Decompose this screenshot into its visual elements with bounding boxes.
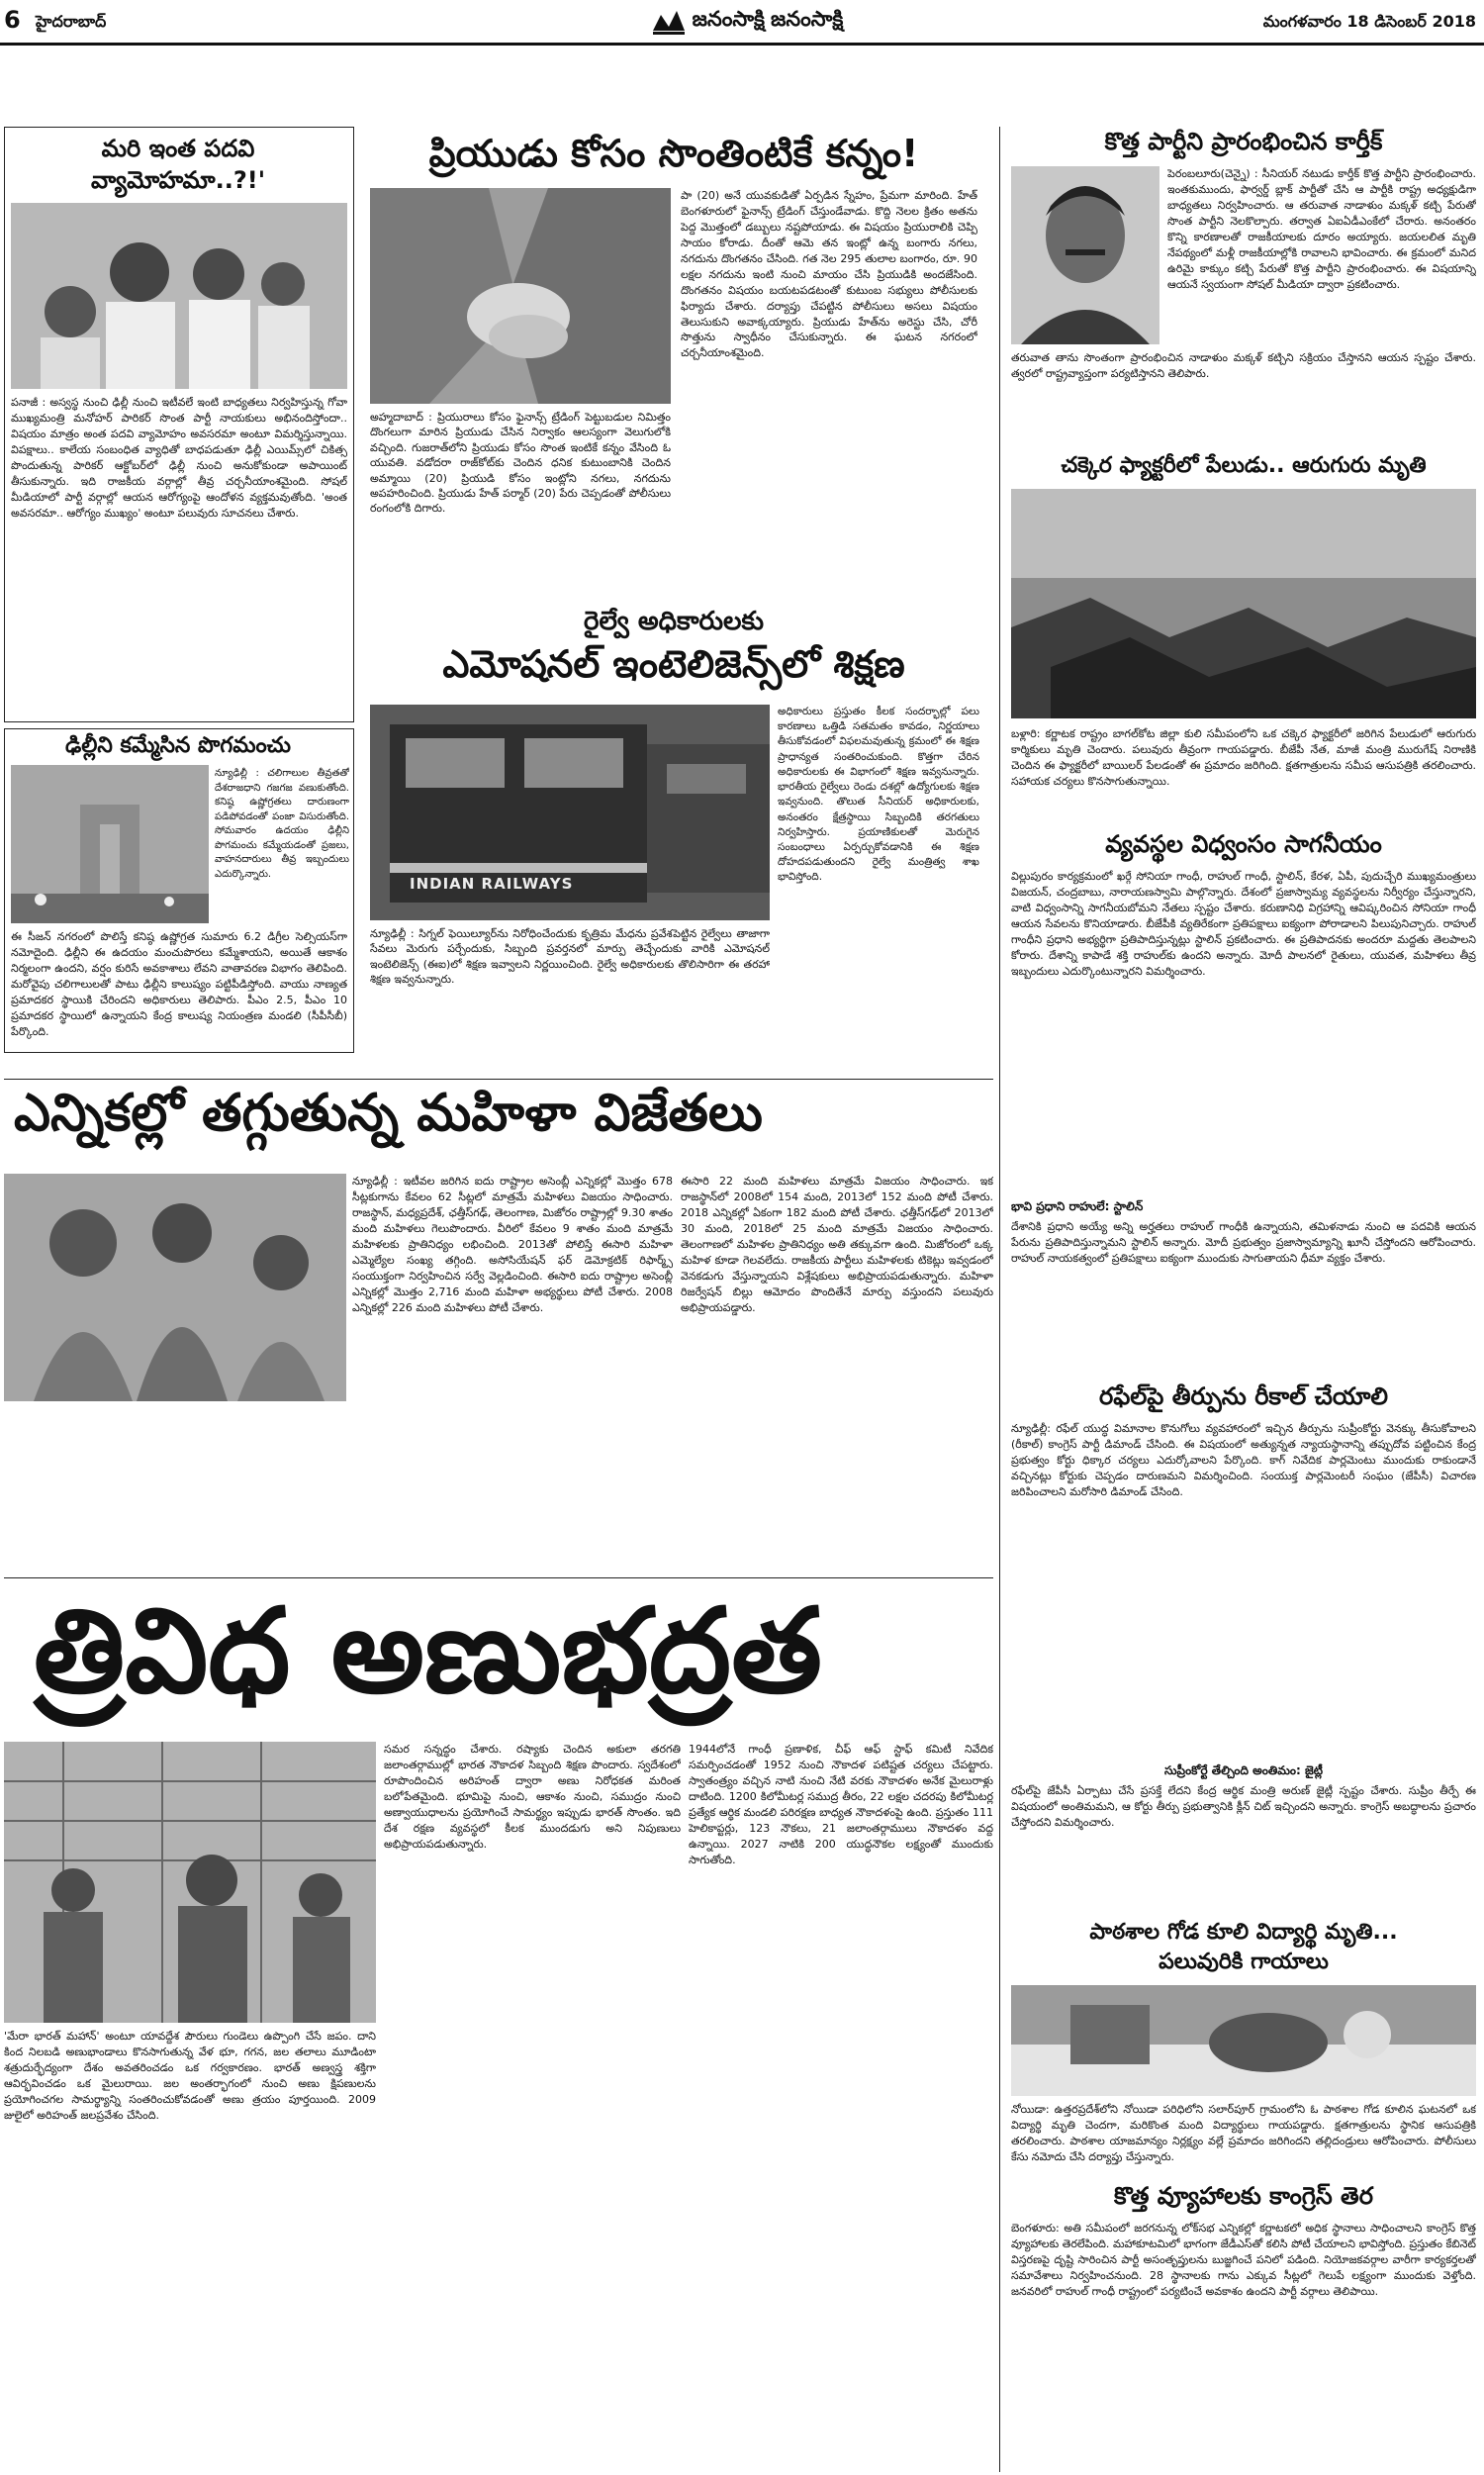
city-name: హైదరాబాద్ (36, 12, 107, 31)
rafale-body: న్యూఢిల్లీ: రఫేల్ యుద్ధ విమానాల కొనుగోలు వ్యవహారంలో ఇచ్చిన తీర్పును సుప్రీంకోర్టు వెనక్కు తీసుకోవాలని (రీకాల్) కాంగ్రెస్ పార్టీ డిమాండ్ చేసింది. ఈ విషయంలో అత్యున్నత న్యాయస్థానాన్ని తప్పుదోవ పట్టించిన కేంద్ర ప్రభుత్వం కోర్టు ధిక్కార చర్యలు ఎదుర్కోవాలని పేర్కొంది. కాగ్ నివేదిక పార్లమెంటు ముందుకు రాకుండానే వచ్చినట్లు కోర్టుకు చెప్పడం దారుణమని విమర్శించింది. సంయుక్త పార్లమెంటరీ సంఘం (జేపీసీ) విచారణ జరిపించాలని మరోసారి డిమాండ్ చేసింది. (1011, 1422, 1476, 1498)
women-body-col1: న్యూఢిల్లీ : ఇటీవల జరిగిన ఐదు రాష్ట్రాల అసెంబ్లీ ఎన్నికల్లో మొత్తం 678 సీట్లకుగాను కేవలం 62 సీట్లలో మాత్రమే మహిళలు విజయం సాధించారు. రాజస్థాన్, మధ్యప్రదేశ్, ఛత్తీస్‌గఢ్, తెలంగాణ, మిజోరం రాష్ట్రాల్లో 9.30 శాతం మంది మహిళలు గెలుపొందారు. వీరిలో కేవలం 9 శాతం మంది మాత్రమే మహిళలకు ప్రాతినిధ్యం లభించింది. 2013తో పోలిస్తే ఈసారి మహిళా ఎమ్మెల్యేల సంఖ్య తగ్గింది. అసోసియేషన్ ఫర్ డెమోక్రటిక్ రిఫార్మ్స్ సంయుక్తంగా నిర్వహించిన సర్వే వెల్లడించింది. ఈసారి ఐదు రాష్ట్రాల అసెంబ్లీ ఎన్నికల్లో మొత్తం 2,716 మంది మహిళా అభ్యర్థులు పోటీ చేశారు. 2008 ఎన్నికల్లో 226 మంది మహిళలు పోటీ చేశారు. (352, 1175, 673, 1314)
page-number: 6 (4, 6, 21, 34)
paper-name-repeat: జనంసాక్షి (771, 7, 844, 31)
fog-photo (11, 765, 209, 923)
masthead (0, 0, 1484, 46)
vyavasthalu-headline: వ్యవస్థల విధ్వంసం సాగనీయం (1105, 830, 1382, 858)
railway-photo-text: INDIAN RAILWAYS (410, 875, 574, 893)
women-body-col2: ఈసారి 22 మంది మహిళలు మాత్రమే విజయం సాధించారు. ఇక రాజస్థాన్‌లో 2008లో 154 మంది, 2013లో 152 మంది పోటీ చేశారు. 2018 ఎన్నికల్లో ఏకంగా 182 మంది పోటీ చేశారు. ఛత్తీస్‌గఢ్‌లో 2013లో 30 మంది, 2018లో 25 మంది మాత్రమే విజయం సాధించారు. తెలంగాణలో మహిళల ప్రాతినిధ్యం అతి తక్కువగా ఉంది. మిజోరంలో ఒక్క మహిళ కూడా గెలవలేదు. రాజకీయ పార్టీలు మహిళలకు టికెట్లు ఇవ్వడంలో వెనకడుగు వేస్తున్నాయని విశ్లేషకులు అభిప్రాయపడుతున్నారు. మహిళా రిజర్వేషన్ బిల్లు ఆమోదం పొందితేనే మార్పు వస్తుందని పలువురు అభిప్రాయపడ్డారు. (681, 1175, 993, 1314)
factory-headline: చక్కెర ఫ్యాక్టరీలో పేలుడు.. ఆరుగురు మృతి (1061, 453, 1427, 478)
anubhadrata-headline: త్రివిధ అణుభద్రత (34, 1582, 822, 1719)
fog-side-body: న్యూఢిల్లీ : చలిగాలుల తీవ్రతతో దేశరాజధాని గజగజ వణుకుతోంది. కనిష్ఠ ఉష్ణోగ్రతలు దారుణంగా పడిపోవడంతో పంజా విసురుతోంది. సోమవారం ఉదయం ఢిల్లీని పొగమంచు కమ్మేయడంతో ప్రజలు, వాహనదారులు తీవ్ర ఇబ్బందులు ఎదుర్కొన్నారు. (215, 768, 349, 880)
school-headline-1: పాఠశాల గోడ కూలి విద్యార్థి మృతి... (1089, 1920, 1398, 1945)
factory-body: బళ్లారి: కర్ణాటక రాష్ట్రం బాగల్‌కోట జిల్లా కులి సమీపంలోని ఒక చక్కెర ఫ్యాక్టరీలో జరిగిన పేలుడులో ఆరుగురు కార్మికులు మృతి చెందారు. పలువురు తీవ్రంగా గాయపడ్డారు. బీజేపీ నేత, మాజీ మంత్రి మురుగేష్ నిరాణికి చెందిన ఈ ఫ్యాక్టరీలో బాయిలర్ పేలడంతో ఈ ప్రమాదం జరిగింది. క్షతగాత్రులను సమీప ఆసుపత్రికి తరలించారు. సహాయక చర్యలు కొనసాగుతున్నాయి. (1011, 727, 1476, 788)
women-headline: ఎన్నికల్లో తగ్గుతున్న మహిళా విజేతలు (14, 1084, 763, 1143)
factory-photo (1011, 489, 1476, 718)
railway-headline-small: రైల్వే అధికారులకు (584, 607, 764, 636)
vyavasthalu-body2: దేశానికి ప్రధాని అయ్యే అన్ని అర్హతలు రాహుల్ గాంధీకి ఉన్నాయని, తమిళనాడు నుంచి ఆ పదవికి ఆయన పేరును ప్రతిపాదిస్తున్నామని స్టాలిన్ అన్నారు. మోదీ ప్రభుత్వం ప్రజాస్వామ్యాన్ని ఖూనీ చేస్తోందని ఆరోపించారు. రాహుల్ నాయకత్వంలో ప్రతిపక్షాలు ఐక్యంగా ముందుకు సాగుతాయని ధీమా వ్యక్తం చేశారు. (1011, 1220, 1476, 1265)
love-body: పా (20) అనే యువకుడితో ఏర్పడిన స్నేహం, ప్రేమగా మారింది. హేత్ బెంగళూరులో ఫైనాన్స్ ట్రేడింగ్ చేస్తుండేవాడు. కొద్ది నెలల క్రితం అతను పెద్ద మొత్తంలో డబ్బులు నష్టపోయాడు. ఈ విషయం ప్రియురాలికి చెప్పి సాయం కోరాడు. దీంతో ఆమె తన ఇంట్లో ఉన్న బంగారు నగలు, నగదును దొంగతనం చేసింది. గత నెల 295 తులాల బంగారం, రూ. 90 లక్షల నగదును ఇంటి నుంచి మాయం చేసి ప్రియుడికి అందజేసింది. దొంగతనం విషయం బయటపడటంతో కుటుంబ సభ్యులు పోలీసులకు ఫిర్యాదు చేశారు. దర్యాప్తు చేపట్టిన పోలీసులు అసలు విషయం తెలుసుకుని అవాక్కయ్యారు. ప్రియుడు హేత్‌ను అరెస్టు చేసి, చోరీ సొత్తును స్వాధీనం చేసుకున్నారు. ఈ ఘటన నగరంలో చర్చనీయాంశమైంది. (681, 189, 977, 360)
paper-name: జనంసాక్షి (692, 7, 765, 31)
anubhadrata-body-col2: సమర సన్నద్ధం చేశారు. రష్యాకు చెందిన అకులా తరగతి జలాంతర్గాముల్లో భారత నౌకాదళ సిబ్బంది శిక్షణ పొందారు. స్వదేశంలో రూపొందించిన అరిహంత్ ద్వారా అణు నిరోధకత మరింత బలోపేతమైంది. భూమిపై నుంచి, ఆకాశం నుంచి, సముద్రం నుంచి అణ్వాయుధాలను ప్రయోగించే సామర్థ్యం ఇప్పుడు భారత్ సొంతం. ఇది దేశ రక్షణ వ్యవస్థలో కీలక ముందడుగు అని నిపుణులు అభిప్రాయపడుతున్నారు. (384, 1743, 681, 1851)
school-body: నోయిడా: ఉత్తరప్రదేశ్‌లోని నోయిడా పరిధిలోని సలార్‌పూర్ గ్రామంలోని ఓ పాఠశాల గోడ కూలిన ఘటనలో ఒక విద్యార్థి మృతి చెందగా, మరికొంత మంది విద్యార్థులు గాయపడ్డారు. క్షతగాత్రులను స్థానిక ఆసుపత్రికి తరలించారు. పాఠశాల యాజమాన్యం నిర్లక్ష్యం వల్లే ప్రమాదం జరిగిందని తల్లిదండ్రులు ఆరోపించారు. పోలీసులు కేసు నమోదు చేసి దర్యాప్తు చేస్తున్నారు. (1011, 2103, 1476, 2163)
logo-mark-icon (651, 7, 687, 37)
vyamoham-headline-1: మరి ఇంత పదవి (101, 135, 255, 162)
politicians-photo-icon (11, 203, 347, 389)
rafale-subhead: సుప్రీంకోర్టే తేల్చింది అంతిమం: జైట్లీ (1163, 1763, 1324, 1777)
love-headline: ప్రియుడు కోసం సొంతింటికే కన్నం! (428, 132, 919, 175)
school-photo (1011, 1985, 1476, 2096)
vyamoham-photo (11, 203, 347, 389)
soldiers-border-icon (4, 1742, 376, 2023)
karthik-body2: తరువాత తాను సొంతంగా ప్రారంభించిన నాడాళుం మక్కళ్ కట్చిని సక్రియం చేస్తానని ఆయన స్పష్టం చేశారు. త్వరలో రాష్ట్రవ్యాప్తంగా పర్యటిస్తానని తెలిపారు. (1011, 351, 1476, 380)
rafale-body2: రఫేల్‌పై జేపీసీ ఏర్పాటు చేసే ప్రసక్తే లేదని కేంద్ర ఆర్థిక మంత్రి అరుణ్ జైట్లీ స్పష్టం చేశారు. సుప్రీం తీర్పే ఈ విషయంలో అంతిమమని, ఆ కోర్టు తీర్పు ప్రభుత్వానికి క్లీన్ చిట్ ఇచ్చిందని అన్నారు. కాంగ్రెస్ అబద్ధాలను ప్రచారం చేస్తోందని విమర్శించారు. (1011, 1784, 1476, 1829)
vyavasthalu-body: విల్లుపురం కార్యక్రమంలో ఖర్గే సోనియా గాంధీ, రాహుల్ గాంధీ, స్టాలిన్, కేరళ, ఏపీ, పుదుచ్చేరి ముఖ్యమంత్రులు విజయన్, చంద్రబాబు, నారాయణస్వామి పాల్గొన్నారు. దేశంలో ప్రజాస్వామ్య వ్యవస్థలను నిర్వీర్యం చేస్తున్నారని, వాటి విధ్వంసాన్ని సాగనీయబోమని నేతలు స్పష్టం చేశారు. కరుణానిధి విగ్రహాన్ని ఆవిష్కరించిన సోనియా గాంధీ ఆయన సేవలను కొనియాడారు. బీజేపీకి వ్యతిరేకంగా ప్రతిపక్షాలు ఐక్యంగా పోరాడాలని పిలుపునిచ్చారు. రాహుల్ గాంధీని ప్రధాని అభ్యర్థిగా ప్రతిపాదిస్తున్నట్లు స్టాలిన్ ప్రకటించారు. ఈ ప్రతిపాదనకు అందరూ మద్దతు తెలపాలని కోరారు. దేశాన్ని కాపాడే శక్తి రాహుల్‌కు ఉందని అన్నారు. మోదీ పాలనలో రైతులు, యువత, మహిళలు తీవ్ర ఇబ్బందులు ఎదుర్కొంటున్నారని విమర్శించారు. (1011, 870, 1476, 978)
anubhadrata-body-col1: 'మేరా భారత్ మహాన్' అంటూ యావద్దేశ పౌరులు గుండెలు ఉప్పొంగి చేసే జపం. దాని కింద నిలబడి అణుభాండాలు కొనసాగుతున్న వేళ భూ, గగన, జల తలాలు మూడింటా శత్రుదుర్భేద్యంగా దేశం అవతరించడం ఒక గర్వకారణం. భారత్ అణ్వస్త్ర శక్తిగా ఆవిర్భవించడం ఒక మైలురాయి. జల అంతర్భాగంలో నుంచి అణు క్షిపణులను ప్రయోగించగల సామర్థ్యాన్ని సంతరించుకోవడంతో అణు త్రయం పూర్తయింది. 2009 జులైలో అరిహంత్ జలప్రవేశం చేసింది. (4, 2030, 376, 2122)
vyamoham-body: పనాజీ : అస్వస్థ నుంచి ఢిల్లీ నుంచి ఇటీవలే ఇంటి బాధ్యతలు నిర్వహిస్తున్న గోవా ముఖ్యమంత్రి మనోహర్ పారికర్ సొంత పార్టీ నాయకులు అభినందిస్తోందా.. విషయం మాత్రం అంత పదవి వ్యామోహం అవసరమా అంటూ విమర్శిస్తున్నాయి. విపక్షాలు.. కాలేయ సంబంధిత వ్యాధితో బాధపడుతూ ఢిల్లీ ఎయిమ్స్‌లో చికిత్స పొందుతున్న పారికర్ ఆక్టోబర్‌లో ఢిల్లీ నుంచి అనుకోకుండా అపాయింట్ తీసుకున్నారు. ఇది రాజకీయ వర్గాల్లో తీవ్ర చర్చనీయాంశమైంది. సోషల్ మీడియాలో పార్టీ వర్గాల్లో ఆయన ఆరోగ్యంపై ఆందోళన వ్యక్తమవుతోంది. 'అంత అవసరమా.. ఆరోగ్యం ముఖ్యం' అంటూ పలువురు సూచనలు చేశారు. (11, 396, 347, 520)
love-photo (370, 188, 671, 404)
love-caption: అహ్మదాబాద్ : ప్రియురాలు కోసం ఫైనాన్స్ ట్రేడింగ్ పెట్టుబడుల నిమిత్తం దొంగలుగా మారిన ప్రియుడు చేసిన నిర్వాకం ఆలస్యంగా వెలుగులోకి వచ్చింది. గుజరాత్‌లోని ప్రియుడు కోసం సొంత ఇంటికే కన్నం వేసింది ఓ యువతి. వడోదరా రాజ్‌కోట్‌కు చెందిన ధనిక కుటుంబానికి చెందిన అమ్మాయి (20) ప్రియుడి కోసం ఇంట్లోని నగలు, నగదును అపహరించింది. ప్రియుడు హేత్ పర్మార్ (20) పేరు చెప్పడంతో పోలీసులు రంగంలోకి దిగారు. (370, 411, 671, 516)
actor-portrait-icon (1011, 166, 1159, 344)
vyavasthalu-subhead: భావి ప్రధాని రాహులే: స్టాలిన్ (1011, 1199, 1144, 1213)
article-vyavasthalu (1007, 831, 1480, 1378)
divider-women-top (4, 1079, 993, 1080)
railway-caption: న్యూఢిల్లీ : సిగ్నల్ ఫెయిల్యూర్‌ను నిరోధించేందుకు కృత్రిమ మేధను ప్రవేశపెట్టిన రైల్వేలు తాజాగా సేవలు మెరుగు పర్చేందుకు, సిబ్బంది ప్రవర్తనలో మార్పు తెచ్చేందుకు వారికి ఎమోషనల్ ఇంటెలిజెన్స్ (ఈఐ)లో శిక్షణ ఇవ్వాలని నిర్ణయించింది. రైల్వే అధికారులకు తొలిసారిగా ఈ తరహా శిక్షణ ఇవ్వనున్నారు. (370, 927, 770, 987)
injured-student-icon (1011, 1985, 1476, 2096)
fog-headline: ఢిల్లీని కమ్మేసిన పొగమంచు (65, 733, 291, 758)
holding-hands-icon (370, 188, 671, 404)
women-photo (4, 1174, 346, 1401)
date-line: మంగళవారం 18 డిసెంబర్ 2018 (1262, 12, 1476, 31)
right-column-rule (999, 127, 1000, 2472)
railway-headline-large: ఎమోషనల్ ఇంటెలిజెన్స్‌లో శిక్షణ (442, 642, 905, 686)
divider-anubhadrata-top (4, 1577, 993, 1578)
article-vyamoham (4, 127, 354, 722)
karthik-body: పెరంబలూరు(చెన్నై) : సీనియర్ నటుడు కార్తీక్ కొత్త పార్టీని ప్రారంభించారు. ఇంతకుముందు, ఫార్వర్డ్ బ్లాక్ పార్టీతో చేసి ఆ పార్టీకి రాష్ట్ర అధ్యక్షుడిగా బాధ్యతలు నిర్వహించారు. ఆ తరువాత నాడాళుం మక్కళ్ కట్చి పేరుతో సొంత పార్టీని నెలకొల్పారు. తర్వాత ఏఐఏడీఎంకేలో చేరారు. అనంతరం కొన్ని కారణాలతో రాజకీయాలకు దూరం అయ్యారు. జయలలిత మృతి నేపథ్యంలో మళ్లీ రాజకీయాల్లోకి రావాలని భావించారు. ఈ క్రమంలో మనిద ఉరిమై కాక్కుం కట్చి పేరుతో కొత్త పార్టీని ప్రారంభించారు. ఈ విషయాన్ని ఆయనే స్వయంగా సోషల్ మీడియా ద్వారా ప్రకటించారు. (1167, 167, 1476, 291)
paper-logo (613, 4, 881, 40)
article-karthik (1007, 127, 1480, 453)
school-headline-2: పలువురికి గాయాలు (1159, 1950, 1329, 1974)
railway-body: అధికారులు ప్రస్తుతం కీలక సందర్భాల్లో పలు కారణాలు ఒత్తిడి సతమతం కావడం, నిర్ణయాలు తీసుకోవడంలో విఫలమవుతున్న క్రమంలో ఈ శిక్షణ ప్రాధాన్యత సంతరించుకుంది. కొత్తగా చేరిన అధికారులకు ఈ విభాగంలో శిక్షణ ఇవ్వనున్నారు. భారతీయ రైల్వేలు రెండు దశల్లో ఉద్యోగులకు శిక్షణ ఇవ్వనుంది. తొలుత సీనియర్ అధికారులకు, అనంతరం క్షేత్రస్థాయి సిబ్బందికి తరగతులు నిర్వహిస్తారు. ప్రయాణికులతో మెరుగైన సంబంధాలు ఏర్పర్చుకోవడానికి ఈ శిక్షణ దోహదపడుతుందని రైల్వే మంత్రిత్వ శాఖ భావిస్తోంది. (778, 706, 979, 884)
article-rafale (1007, 1383, 1480, 1977)
congress-body: బెంగళూరు: అతి సమీపంలో జరగనున్న లోక్‌సభ ఎన్నికల్లో కర్ణాటకలో అధిక స్థానాలు సాధించాలని కాంగ్రెస్ కొత్త వ్యూహాలకు తెరలేపింది. మహాకూటమిలో భాగంగా జేడీఎస్‌తో కలిసి పోటీ చేయాలని భావిస్తోంది. ప్రస్తుతం కేబినెట్ విస్తరణపై దృష్టి సారించిన పార్టీ అసంతృప్తులను బుజ్జగించే పనిలో పడింది. నియోజకవర్గాల వారీగా కార్యకర్తలతో సమావేశాలు నిర్వహించనుంది. 28 స్థానాలకు గాను ఎక్కువ సీట్లలో గెలుపే లక్ష్యంగా ముందుకు వెళ్తోంది. జనవరిలో రాహుల్ గాంధీ రాష్ట్రంలో పర్యటించే అవకాశం ఉందని పార్టీ వర్గాలు తెలిపాయి. (1011, 2222, 1476, 2298)
article-delhi-fog (4, 728, 354, 1053)
fog-body: ఈ సీజన్ నగరంలో పొలిస్తే కనిష్ఠ ఉష్ణోగ్రత సుమారు 6.2 డిగ్రీల సెల్సియస్‌గా నమోదైంది. ఢిల్లీని ఈ ఉదయం మంచుపొరలు కమ్మేశాయని, అయితే ఆకాశం నిర్మలంగా ఉందని, వర్షం కురిసే అవకాశాలు లేవని వాతావరణ విభాగం తెలిపింది. మరోవైపు చలిగాలులతో పాటు ఢిల్లీని కాలుష్యం పట్టిపీడిస్తోంది. వాయు నాణ్యత ప్రమాదకర స్థాయికి చేరిందని అధికారులు తెలిపారు. పీఎం 2.5, పీఎం 10 ప్రమాదకర స్థాయిలో ఉన్నాయని కేంద్ర కాలుష్య నియంత్రణ మండలి (సీపీసీబీ) పేర్కొంది. (11, 930, 347, 1038)
railway-photo (370, 705, 770, 920)
congress-headline: కొత్త వ్యూహాలకు కాంగ్రెస్ తెర (1114, 2182, 1373, 2210)
women-voters-icon (4, 1174, 346, 1401)
article-congress (1007, 2183, 1480, 2472)
article-railway (362, 608, 985, 1073)
anubhadrata-body-col3: 1944లోనే గాంధీ ప్రణాళిక, చీఫ్ ఆఫ్ స్టాఫ్ కమిటీ నివేదిక సమర్పించడంతో 1952 నుంచి నౌకాదళ పటిష్టత చర్యలు చేపట్టారు. స్వాతంత్ర్యం వచ్చిన నాటి నుంచి నేటి వరకు నౌకాదళం అనేక మైలురాళ్లు దాటింది. 1200 కిలోమీటర్ల సముద్ర తీరం, 22 లక్షల చదరపు కిలోమీటర్ల ప్రత్యేక ఆర్థిక మండలి పరిరక్షణ బాధ్యత నౌకాదళంపై ఉంది. ప్రస్తుతం 111 హెలికాప్టర్లు, 123 నౌకలు, 21 జలాంతర్గాములు నౌకాదళం వద్ద ఉన్నాయి. 2027 నాటికి 200 యుద్ధనౌకల లక్ష్యంతో ముందుకు సాగుతోంది. (689, 1743, 993, 1866)
foggy-city-icon (11, 765, 209, 923)
article-factory (1007, 453, 1480, 829)
karthik-headline: కొత్త పార్టీని ప్రారంభించిన కార్తీక్ (1104, 128, 1383, 155)
article-love (362, 127, 985, 602)
vyamoham-headline-2: వ్యామోహమా..?!' (90, 166, 266, 194)
article-school-wall (1007, 1920, 1480, 2177)
soldiers-photo (4, 1742, 376, 2023)
explosion-debris-icon (1011, 489, 1476, 718)
rafale-headline: రఫేల్‌పై తీర్పును రీకాల్ చేయాలి (1098, 1382, 1389, 1410)
karthik-photo (1011, 166, 1159, 344)
